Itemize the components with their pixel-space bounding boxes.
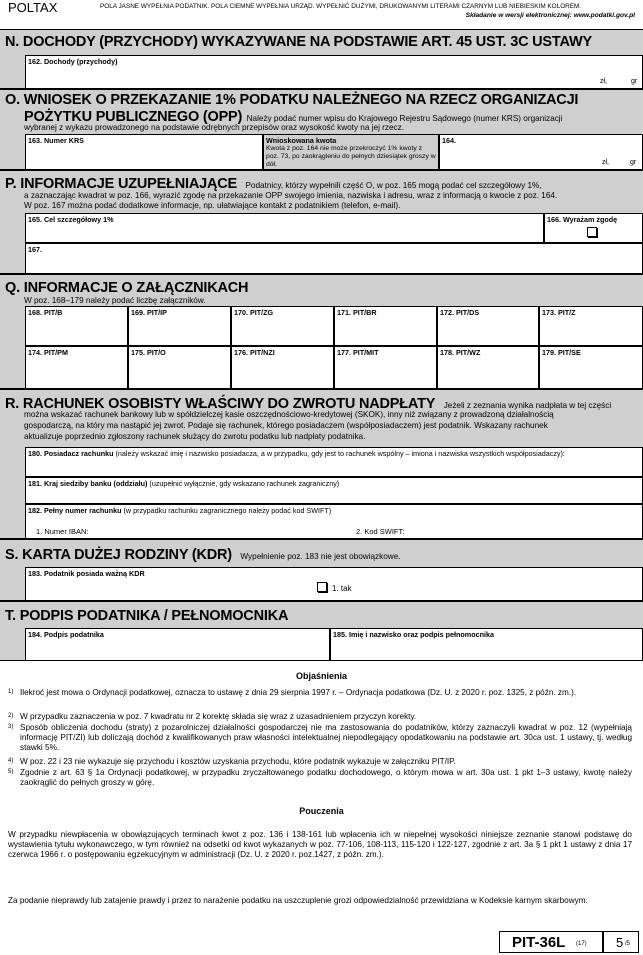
section-s-title: S. KARTA DUŻEJ RODZINY (KDR) — [5, 547, 232, 563]
swift-label: 2. Kod SWIFT: — [356, 527, 405, 536]
field-165[interactable] — [25, 213, 544, 243]
section-o-note: Należy podać numer wpisu do Krajowego Rejestru Sądowego (numer KRS) organizacji — [246, 114, 563, 123]
field-182-label: 182. Pełny numer rachunku — [28, 506, 122, 515]
section-p — [0, 170, 643, 274]
field-180[interactable] — [25, 447, 643, 477]
section-n-title: N. DOCHODY (PRZYCHODY) WYKAZYWANE NA PODSTAWIE ART. 45 UST. 3C USTAWY — [5, 34, 592, 50]
footnote-2 — [8, 712, 632, 722]
field-184[interactable] — [25, 628, 330, 661]
field-164[interactable] — [439, 134, 643, 170]
instructions-p2: Za podanie nieprawdy lub zatajenie prawdy i przez to narażenie podatku na uszczuplenie grozi odpowiedzialność przewidziana w Kodeksie karnym skarbowym. — [8, 896, 588, 905]
footnote-num: 1) — [8, 689, 14, 695]
section-r-title: R. RACHUNEK OSOBISTY WŁAŚCIWY DO ZWROTU NADPŁATY — [5, 396, 436, 412]
attachment-176[interactable] — [231, 346, 334, 389]
field-182-label-row — [26, 505, 642, 516]
field-181-label-row — [26, 478, 642, 489]
field-183[interactable] — [25, 567, 643, 601]
attachment-label: 171. PIT/BR — [337, 308, 377, 317]
instructions-title: Pouczenia — [299, 806, 344, 816]
attachment-label: 174. PIT/PM — [28, 348, 68, 357]
footnote-5 — [8, 768, 632, 788]
section-r-note-4: aktualizuje poprzednio zgłoszony rachunek służący do zwrotu podatku lub nadpłaty podatnika. — [24, 432, 366, 441]
attachment-label: 175. PIT/O — [131, 348, 166, 357]
attachment-174[interactable] — [25, 346, 128, 389]
field-164-label: 164. — [442, 136, 456, 145]
attachment-173[interactable] — [539, 306, 643, 346]
footnote-text: Sposób obliczenia dochodu (straty) z pozarolniczej działalności gospodarczej nie ma zastosowania do podatników, którzy zaznaczyli kwadrat w poz. 12 (wypełniają informację PIT/ZI) lub doliczają dochód z kwalifikowanych praw własności intelektualnej niepodlegający opodatkowaniu na podstawie art. 30ca ust. 1 ustawy, tj. według stawki 5%. — [20, 723, 632, 752]
footnote-text: Ilekroć jest mowa o Ordynacji podatkowej, oznacza to ustawę z dnia 29 sierpnia 1997 r. – Ordynacja podatkowa (Dz. U. z 2020 r. poz. 1325, z późn. zm.). — [20, 688, 577, 697]
section-r-note-3: gospodarczą, na który ma nastąpić jej zwrot. Podaje się rachunek, którego posiadaczem (współposiadaczem) jest podatnik. Wskazany rachunek — [24, 421, 548, 430]
attachment-169[interactable] — [128, 306, 231, 346]
field-181-label: 181. Kraj siedziby banku (oddziału) — [28, 479, 148, 488]
form-version: (17) — [576, 941, 587, 947]
attachment-label: 173. PIT/Z — [542, 308, 576, 317]
attachment-178[interactable] — [437, 346, 539, 389]
page-number: 5 — [616, 935, 624, 950]
section-p-title: P. INFORMACJE UZUPEŁNIAJĄCE — [5, 176, 238, 192]
form-code-box — [499, 931, 603, 953]
field-181[interactable] — [25, 477, 643, 504]
kwota-note: Kwota z poz. 164 nie może przekroczyć 1% kwoty z poz. 73, po zaokrągleniu do pełnych dziesiątek groszy w dół. — [266, 145, 436, 168]
attachment-label: 170. PIT/ZG — [234, 308, 274, 317]
field-180-note: (należy wskazać imię i nazwisko posiadacza, a w przypadku, gdy jest to rachunek wspólny – imiona i nazwiska wszystkich współposiadaczy): — [115, 449, 565, 458]
footnote-text: Zgodnie z art. 63 § 1a Ordynacji podatkowej, w przypadku zryczałtowanego podatku dochodowego, o którym mowa w art. 30a ust. 1 pkt 1–3 ustawy, kwotę należy zaokrąglić do pełnych groszy w górę. — [20, 768, 632, 787]
unit-gr: gr — [631, 78, 638, 85]
section-q-note: W poz. 168–179 należy podać liczbę załączników. — [24, 296, 206, 305]
field-163[interactable] — [25, 134, 263, 170]
field-185-label: 185. Imię i nazwisko oraz podpis pełnomocnika — [333, 630, 494, 639]
attachment-170[interactable] — [231, 306, 334, 346]
section-q-title: Q. INFORMACJE O ZAŁĄCZNIKACH — [5, 280, 249, 296]
footnote-4 — [8, 757, 632, 767]
section-o-title-1: O. WNIOSEK O PRZEKAZANIE 1% PODATKU NALEŻNEGO NA RZECZ ORGANIZACJI — [5, 92, 579, 108]
attachment-label: 176. PIT/NZI — [234, 348, 275, 357]
field-180-label-row — [26, 448, 642, 459]
attachment-175[interactable] — [128, 346, 231, 389]
page-box — [603, 931, 639, 953]
attachment-179[interactable] — [539, 346, 643, 389]
consent-checkbox[interactable] — [587, 227, 597, 237]
unit-gr: gr — [630, 159, 637, 166]
field-180-label: 180. Posiadacz rachunku — [28, 449, 114, 458]
section-n — [0, 29, 643, 89]
section-s-note: Wypełnienie poz. 183 nie jest obowiązkowe. — [240, 552, 401, 561]
attachment-label: 178. PIT/WZ — [440, 348, 481, 357]
kdr-option-label: 1. tak — [332, 584, 352, 593]
field-162-label: 162. Dochody (przychody) — [28, 57, 118, 66]
attachment-label: 177. PIT/MIT — [337, 348, 379, 357]
iban-label: 1. Numer IBAN: — [36, 527, 89, 536]
field-185[interactable] — [330, 628, 643, 661]
header-instruction: POLA JASNE WYPEŁNIA PODATNIK. POLA CIEMNE WYPEŁNIA URZĄD. WYPEŁNIĆ DUŻYMI, DRUKOWANYMI LITERAMI CZARNYM LUB NIEBIESKIM KOLOREM. — [100, 3, 582, 10]
field-184-label: 184. Podpis podatnika — [28, 630, 104, 639]
kdr-checkbox[interactable] — [317, 582, 327, 592]
footnote-3 — [8, 723, 632, 753]
section-r — [0, 389, 643, 539]
attachment-177[interactable] — [334, 346, 437, 389]
unit-zl: zł, — [600, 78, 607, 85]
unit-zl: zł, — [602, 159, 609, 166]
attachment-label: 172. PIT/DS — [440, 308, 480, 317]
field-166-label: 166. Wyrażam zgodę — [547, 215, 618, 224]
footnote-1 — [8, 688, 632, 698]
explanations-title: Objaśnienia — [295, 671, 348, 681]
section-o — [0, 89, 643, 170]
kwota-info — [263, 134, 439, 170]
field-183-label: 183. Podatnik posiada ważną KDR — [28, 569, 145, 578]
footnote-text: W przypadku zaznaczenia w poz. 7 kwadratu nr 2 korektę składa się wraz z uzasadnieniem przyczyn korekty. — [20, 712, 417, 721]
attachment-label: 179. PIT/SE — [542, 348, 581, 357]
attachment-label: 168. PIT/B — [28, 308, 63, 317]
attachment-168[interactable] — [25, 306, 128, 346]
section-p-note-2: a zaznaczając kwadrat w poz. 166, wyrazić zgodę na przekazanie OPP swojego imienia, nazwiska i adresu, wraz z informacją o kwocie z poz. 164. — [24, 191, 558, 200]
field-182-note: (w przypadku rachunku zagranicznego należy podać kod SWIFT) — [123, 506, 332, 515]
section-o-title-2: POŻYTKU PUBLICZNEGO (OPP) — [24, 109, 243, 125]
footnote-num: 4) — [8, 758, 14, 764]
footnote-text: W poz. 22 i 23 nie wykazuje się przychodu i kosztów uzyskania przychodu, które podatnik wykazuje w załączniku PIT/IP. — [20, 757, 456, 766]
form-name: POLTAX — [8, 0, 58, 15]
field-165-label: 165. Cel szczegółowy 1% — [28, 215, 114, 224]
field-181-note: (uzupełnić wyłącznie, gdy wskazano rachunek zagraniczny) — [149, 479, 340, 488]
attachment-label: 169. PIT/IP — [131, 308, 167, 317]
field-182[interactable] — [25, 504, 643, 539]
section-s-title-row — [5, 546, 401, 564]
section-s — [0, 539, 643, 601]
section-p-note-3: W poz. 167 można podać dodatkowe informacje, np. ułatwiające kontakt z podatnikiem (telefon, e-mail). — [24, 201, 401, 210]
footnote-num: 3) — [8, 724, 14, 730]
page-total: /5 — [625, 941, 631, 947]
footnote-num: 2) — [8, 713, 14, 719]
form-code: PIT-36L — [512, 934, 566, 951]
field-167[interactable] — [25, 243, 643, 274]
section-r-note: Jeżeli z zeznania wynika nadpłata w tej części — [443, 401, 612, 410]
instructions-p1: W przypadku niewpłacenia w obowiązujących terminach kwot z poz. 136 i 138-161 lub wpłacenia ich w niepełnej wysokości niniejsze zeznanie stanowi podstawę do wystawienia tytułu wykonawczego, w tym również na odsetki od kwot wykazanych w poz. 77-106, 108-113, 115-120 i 122-127, zgodnie z art. 3a § 1 pkt 1 ustawy z dnia 17 czerwca 1966 r. o postępowaniu egzekucyjnym w administracji (Dz. U. z 2020 r. poz.1427, z późn. zm.). — [8, 830, 632, 859]
field-163-label: 163. Numer KRS — [28, 136, 84, 145]
section-t-title: T. PODPIS PODATNIKA / PEŁNOMOCNIKA — [5, 608, 289, 624]
attachment-172[interactable] — [437, 306, 539, 346]
kwota-label: Wnioskowana kwota — [266, 136, 337, 145]
section-q — [0, 274, 643, 389]
electronic-submission: Składanie w wersji elektronicznej: www.podatki.gov.pl — [465, 12, 635, 19]
field-167-label: 167. — [28, 245, 42, 254]
section-t — [0, 601, 643, 661]
attachment-171[interactable] — [334, 306, 437, 346]
field-162[interactable] — [25, 55, 643, 89]
field-166[interactable] — [544, 213, 643, 243]
footnote-num: 5) — [8, 769, 14, 775]
section-p-note: Podatnicy, którzy wypełnili część O, w poz. 165 mogą podać cel szczegółowy 1%, — [245, 181, 542, 190]
section-r-note-2: można wskazać rachunek bankowy lub w spółdzielczej kasie oszczędnościowo-kredytowej (SKOK), inny niż związany z prowadzoną działalnością — [24, 410, 554, 419]
section-o-note-2: wybranej z wykazu prowadzonego na podstawie odrębnych przepisów oraz wysokość kwoty na jej rzecz. — [24, 123, 404, 132]
